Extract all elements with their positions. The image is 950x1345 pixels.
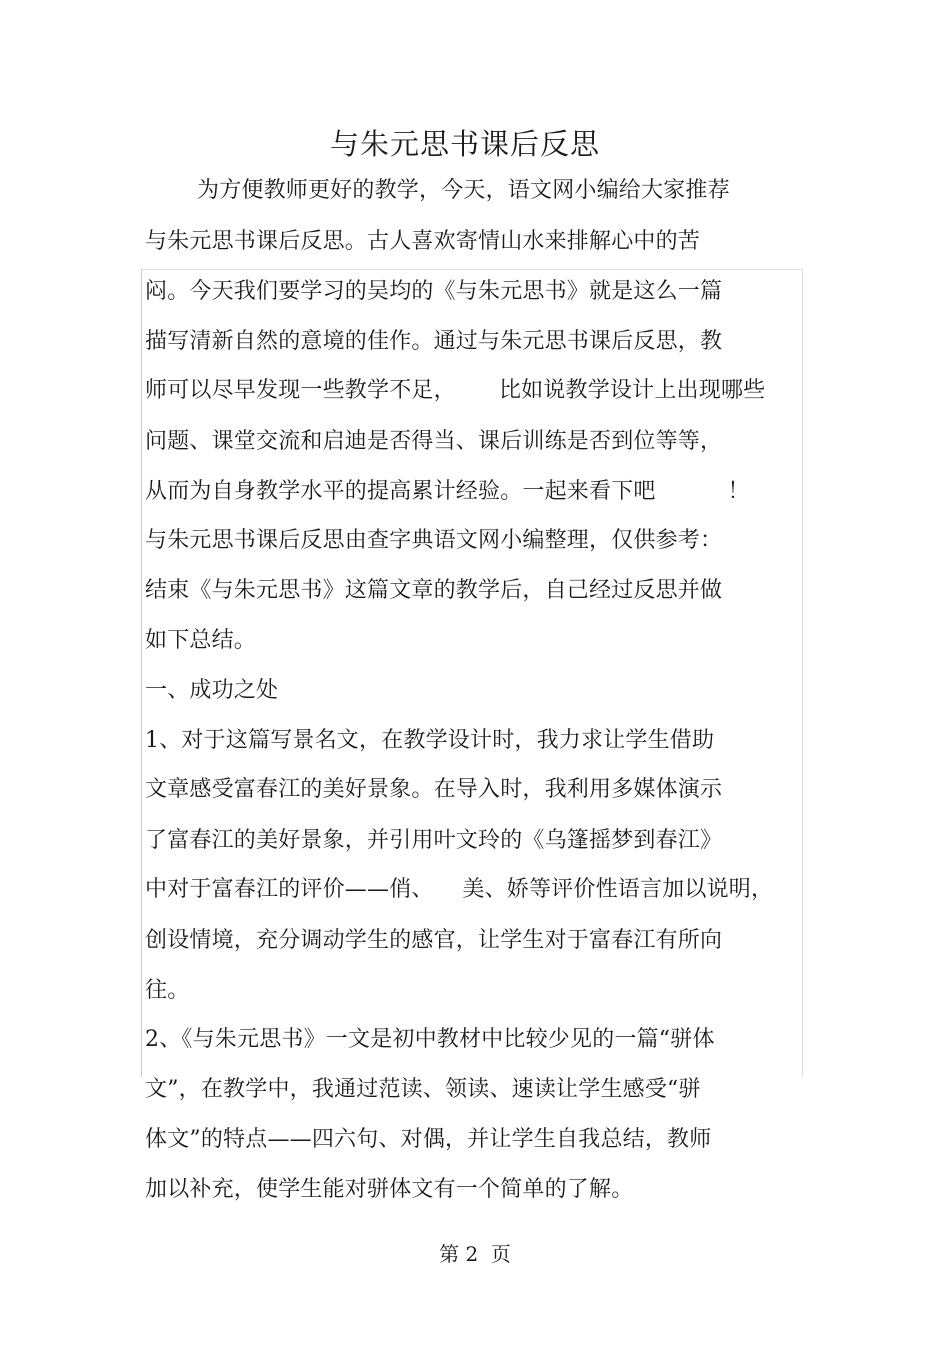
paragraph-line: 往。 [145, 978, 190, 1003]
document-title: 与朱元思书课后反思 [329, 127, 600, 161]
paragraph-line: 中对于富春江的评价——俏、 美、娇等评价性语言加以说明， [145, 877, 774, 902]
paragraph-line: 文章感受富春江的美好景象。在导入时，我利用多媒体演示 [145, 777, 723, 802]
paragraph-line: 与朱元思书课后反思。古人喜欢寄情山水来排解心中的苦 [145, 229, 701, 254]
paragraph-line: 描写清新自然的意境的佳作。通过与朱元思书课后反思，教 [145, 329, 723, 354]
page-number: 第 2 页 [439, 1242, 511, 1266]
paragraph-line: 问题、课堂交流和启迪是否得当、课后训练是否到位等等， [145, 429, 723, 454]
paragraph-line: 1、对于这篇写景名文，在教学设计时，我力求让学生借助 [145, 728, 715, 753]
paragraph-line: 闷。今天我们要学习的吴均的《与朱元思书》就是这么一篇 [145, 279, 723, 304]
paragraph-line: 为方便教师更好的教学，今天，语文网小编给大家推荐 [197, 178, 730, 203]
paragraph-line: 了富春江的美好景象，并引用叶文玲的《乌篷摇梦到春江》 [145, 828, 723, 853]
paragraph-line: 体文”的特点——四六句、对偶，并让学生自我总结，教师 [145, 1127, 712, 1152]
paragraph-line: 如下总结。 [145, 628, 257, 653]
section-heading: 一、成功之处 [145, 678, 279, 703]
paragraph-line: 与朱元思书课后反思由查字典语文网小编整理，仅供参考： [145, 528, 723, 553]
paragraph-line: 从而为自身教学水平的提高累计经验。一起来看下吧 ！ [145, 479, 750, 504]
paragraph-line: 创设情境，充分调动学生的感官，让学生对于富春江有所向 [145, 928, 723, 953]
paragraph-line: 文”，在教学中，我通过范读、领读、速读让学生感受“骈 [145, 1077, 701, 1102]
paragraph-line: 加以补充，使学生能对骈体文有一个简单的了解。 [145, 1177, 634, 1202]
paragraph-line: 2、《与朱元思书》一文是初中教材中比较少见的一篇“骈体 [145, 1027, 715, 1052]
paragraph-line: 师可以尽早发现一些教学不足， 比如说教学设计上出现哪些 [145, 378, 766, 403]
paragraph-line: 结束《与朱元思书》这篇文章的教学后，自己经过反思并做 [145, 578, 723, 603]
